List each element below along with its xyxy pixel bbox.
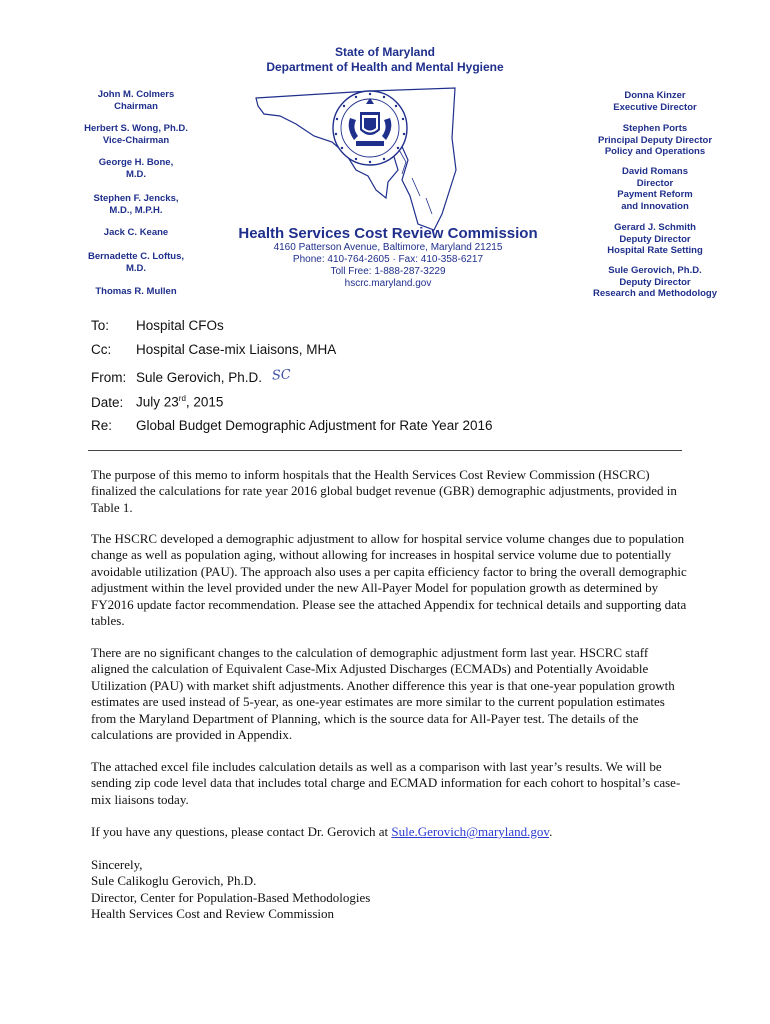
commission-title: Health Services Cost Review Commission bbox=[238, 225, 538, 242]
commissioner-1: John M. Colmers Chairman bbox=[97, 89, 175, 112]
paragraph-4: The attached excel file includes calculation details as well as a comparison with last year’s results. We will be sending zip code level data that includes total charge and ECMAD information for each cohort to hospital’s case-mix liaisons today. bbox=[91, 759, 681, 807]
toll-free: Toll Free: 1-888-287-3229 bbox=[330, 266, 446, 277]
closing-salutation: Sincerely, bbox=[91, 857, 143, 872]
memo-from: From: Sule Gerovich, Ph.D. SC bbox=[91, 367, 292, 385]
contact-block bbox=[230, 242, 546, 290]
paragraph-3: There are no significant changes to the calculation of demographic adjustment form last year. HSCRC staff aligned the calculation of Equivalent Case-Mix Adjusted Discharges (ECMADs) and Potentially Avoidable Utilization (PAU) with market shift adjustments. Another difference this year is that one-year population growth estimates are used instead of 5-year, as one-year estimates are more similar to the current population estimates from the Maryland Department of Planning, which is the source data for All-Payer test. The details of the calculations are provided in Appendix. bbox=[91, 645, 675, 743]
paragraph-2: The HSCRC developed a demographic adjustment to allow for hospital service volume changes due to population change as well as population aging, without allowing for increases in hospital service volume due to potentially avoidable utilization (PAU). The approach also uses a per capita efficiency factor to bring the overall demographic adjustment within the level provided under the new All-Payer Model for population growth as determined by FY2016 update factor recommendation. Please see the attached Appendix for technical details and supporting data tables. bbox=[91, 531, 687, 629]
address: 4160 Patterson Avenue, Baltimore, Maryland 21215 bbox=[273, 242, 503, 253]
handwritten-initials: SC bbox=[271, 367, 292, 384]
commissioner-7: Thomas R. Mullen bbox=[95, 286, 177, 297]
closing-name: Sule Calikoglu Gerovich, Ph.D. bbox=[91, 873, 257, 889]
memo-re: Re: Global Budget Demographic Adjustment for Rate Year 2016 bbox=[91, 418, 493, 433]
staff-3: David Romans Director Payment Reform and Innovation bbox=[617, 166, 693, 212]
commissioner-6: Bernadette C. Loftus, M.D. bbox=[87, 251, 185, 274]
closing-block bbox=[91, 857, 687, 923]
letterhead-heading bbox=[0, 45, 770, 75]
commissioner-4: Stephen F. Jencks, M.D., M.P.H. bbox=[93, 193, 179, 216]
website-link[interactable]: hscrc.maryland.gov bbox=[344, 278, 432, 289]
staff-4: Gerard J. Schmith Deputy Director Hospital Rate Setting bbox=[607, 222, 703, 256]
phone-fax: Phone: 410-764-2605 · Fax: 410-358-6217 bbox=[292, 254, 484, 265]
commissioner-3: George H. Bone, M.D. bbox=[98, 157, 174, 180]
paragraph-1: The purpose of this memo to inform hospitals that the Health Services Cost Review Commission (HSCRC) finalized the calculations for rate year 2016 global budget revenue (GBR) demographic adjustments, provided in Table 1. bbox=[91, 467, 677, 515]
memo-date: Date: July 23rd, 2015 bbox=[91, 394, 224, 410]
staff-5: Sule Gerovich, Ph.D. Deputy Director Research and Methodology bbox=[592, 265, 718, 299]
memo-cc: Cc: Hospital Case-mix Liaisons, MHA bbox=[91, 342, 337, 357]
header-divider bbox=[88, 450, 682, 451]
staff-1: Donna Kinzer Executive Director bbox=[613, 90, 697, 113]
maryland-seal-icon bbox=[333, 91, 407, 165]
paragraph-5: If you have any questions, please contact Dr. Gerovich at Sule.Gerovich@maryland.gov. bbox=[91, 824, 553, 839]
department-name: Department of Health and Mental Hygiene bbox=[266, 60, 504, 74]
staff-2: Stephen Ports Principal Deputy Director Policy and Operations bbox=[597, 123, 713, 157]
memo-to: To: Hospital CFOs bbox=[91, 318, 224, 333]
commissioner-2: Herbert S. Wong, Ph.D. Vice-Chairman bbox=[84, 123, 188, 146]
closing-org: Health Services Cost and Review Commission bbox=[91, 906, 335, 922]
state-name: State of Maryland bbox=[334, 45, 436, 59]
email-link[interactable]: Sule.Gerovich@maryland.gov bbox=[391, 824, 550, 839]
maryland-map-icon bbox=[250, 78, 462, 234]
commissioner-5: Jack C. Keane bbox=[103, 227, 169, 238]
closing-title: Director, Center for Population-Based Methodologies bbox=[91, 889, 371, 905]
